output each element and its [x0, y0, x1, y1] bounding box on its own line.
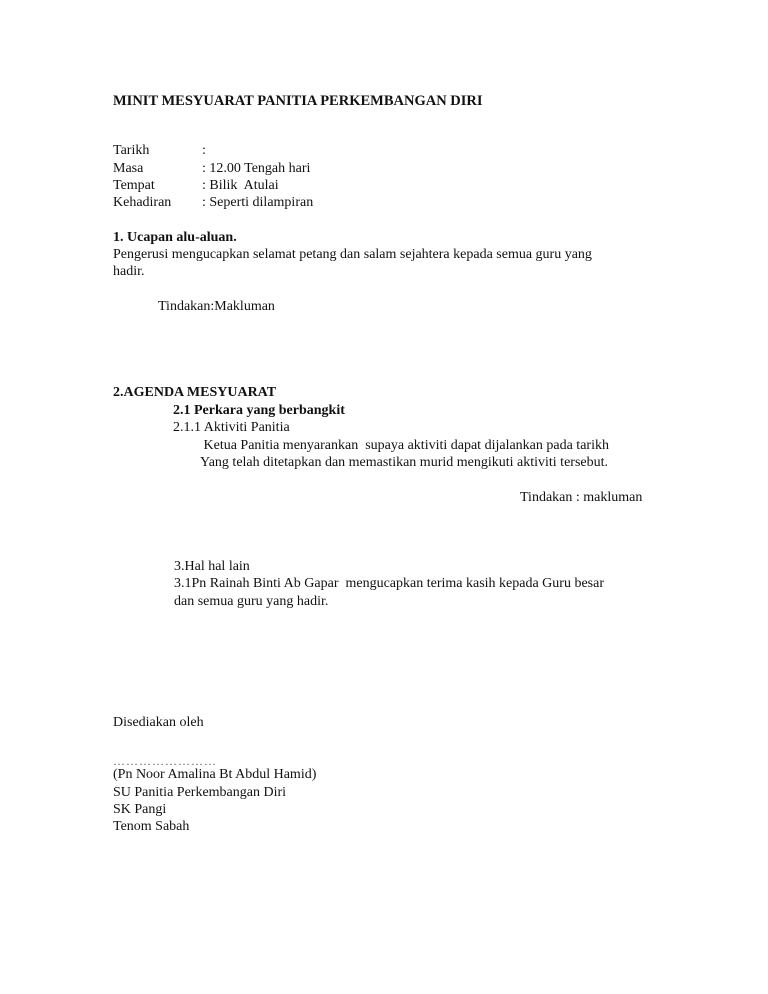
- info-label-tarikh: Tarikh: [113, 143, 150, 158]
- section-2-action: Tindakan : makluman: [520, 490, 643, 505]
- signatory-name: (Pn Noor Amalina Bt Abdul Hamid): [113, 767, 317, 782]
- info-label-masa: Masa: [113, 161, 144, 176]
- signatory-school: SK Pangi: [113, 802, 167, 817]
- section-3-heading: 3.Hal hal lain: [174, 559, 250, 574]
- signature-dots: ……………………: [113, 754, 217, 768]
- section-1-heading: 1. Ucapan alu-aluan.: [113, 230, 237, 245]
- section-2-item-line-1: Ketua Panitia menyarankan supaya aktiviti dapat dijalankan pada tarikh: [200, 438, 609, 453]
- section-2-heading: 2.AGENDA MESYUARAT: [113, 385, 277, 400]
- section-3-line-2: dan semua guru yang hadir.: [174, 594, 329, 609]
- info-label-tempat: Tempat: [113, 178, 155, 193]
- prepared-by-label: Disediakan oleh: [113, 715, 204, 730]
- info-value-kehadiran: : Seperti dilampiran: [202, 195, 314, 210]
- info-value-tempat: : Bilik Atulai: [202, 178, 279, 193]
- document-title: MINIT MESYUARAT PANITIA PERKEMBANGAN DIRI: [113, 93, 483, 109]
- signatory-location: Tenom Sabah: [113, 819, 190, 834]
- section-2-item-title: 2.1.1 Aktiviti Panitia: [173, 420, 290, 435]
- section-2-subheading: 2.1 Perkara yang berbangkit: [173, 403, 345, 418]
- section-1-action: Tindakan:Makluman: [158, 299, 275, 314]
- info-value-masa: : 12.00 Tengah hari: [202, 161, 311, 176]
- section-2-item-line-2: Yang telah ditetapkan dan memastikan murid mengikuti aktiviti tersebut.: [200, 455, 608, 470]
- section-1-text-line-2: hadir.: [113, 264, 145, 279]
- section-3-line-1: 3.1Pn Rainah Binti Ab Gapar mengucapkan terima kasih kepada Guru besar: [174, 576, 604, 591]
- signatory-position: SU Panitia Perkembangan Diri: [113, 785, 287, 800]
- info-value-tarikh: :: [202, 143, 206, 158]
- info-label-kehadiran: Kehadiran: [113, 195, 172, 210]
- section-1-text-line-1: Pengerusi mengucapkan selamat petang dan salam sejahtera kepada semua guru yang: [113, 247, 592, 262]
